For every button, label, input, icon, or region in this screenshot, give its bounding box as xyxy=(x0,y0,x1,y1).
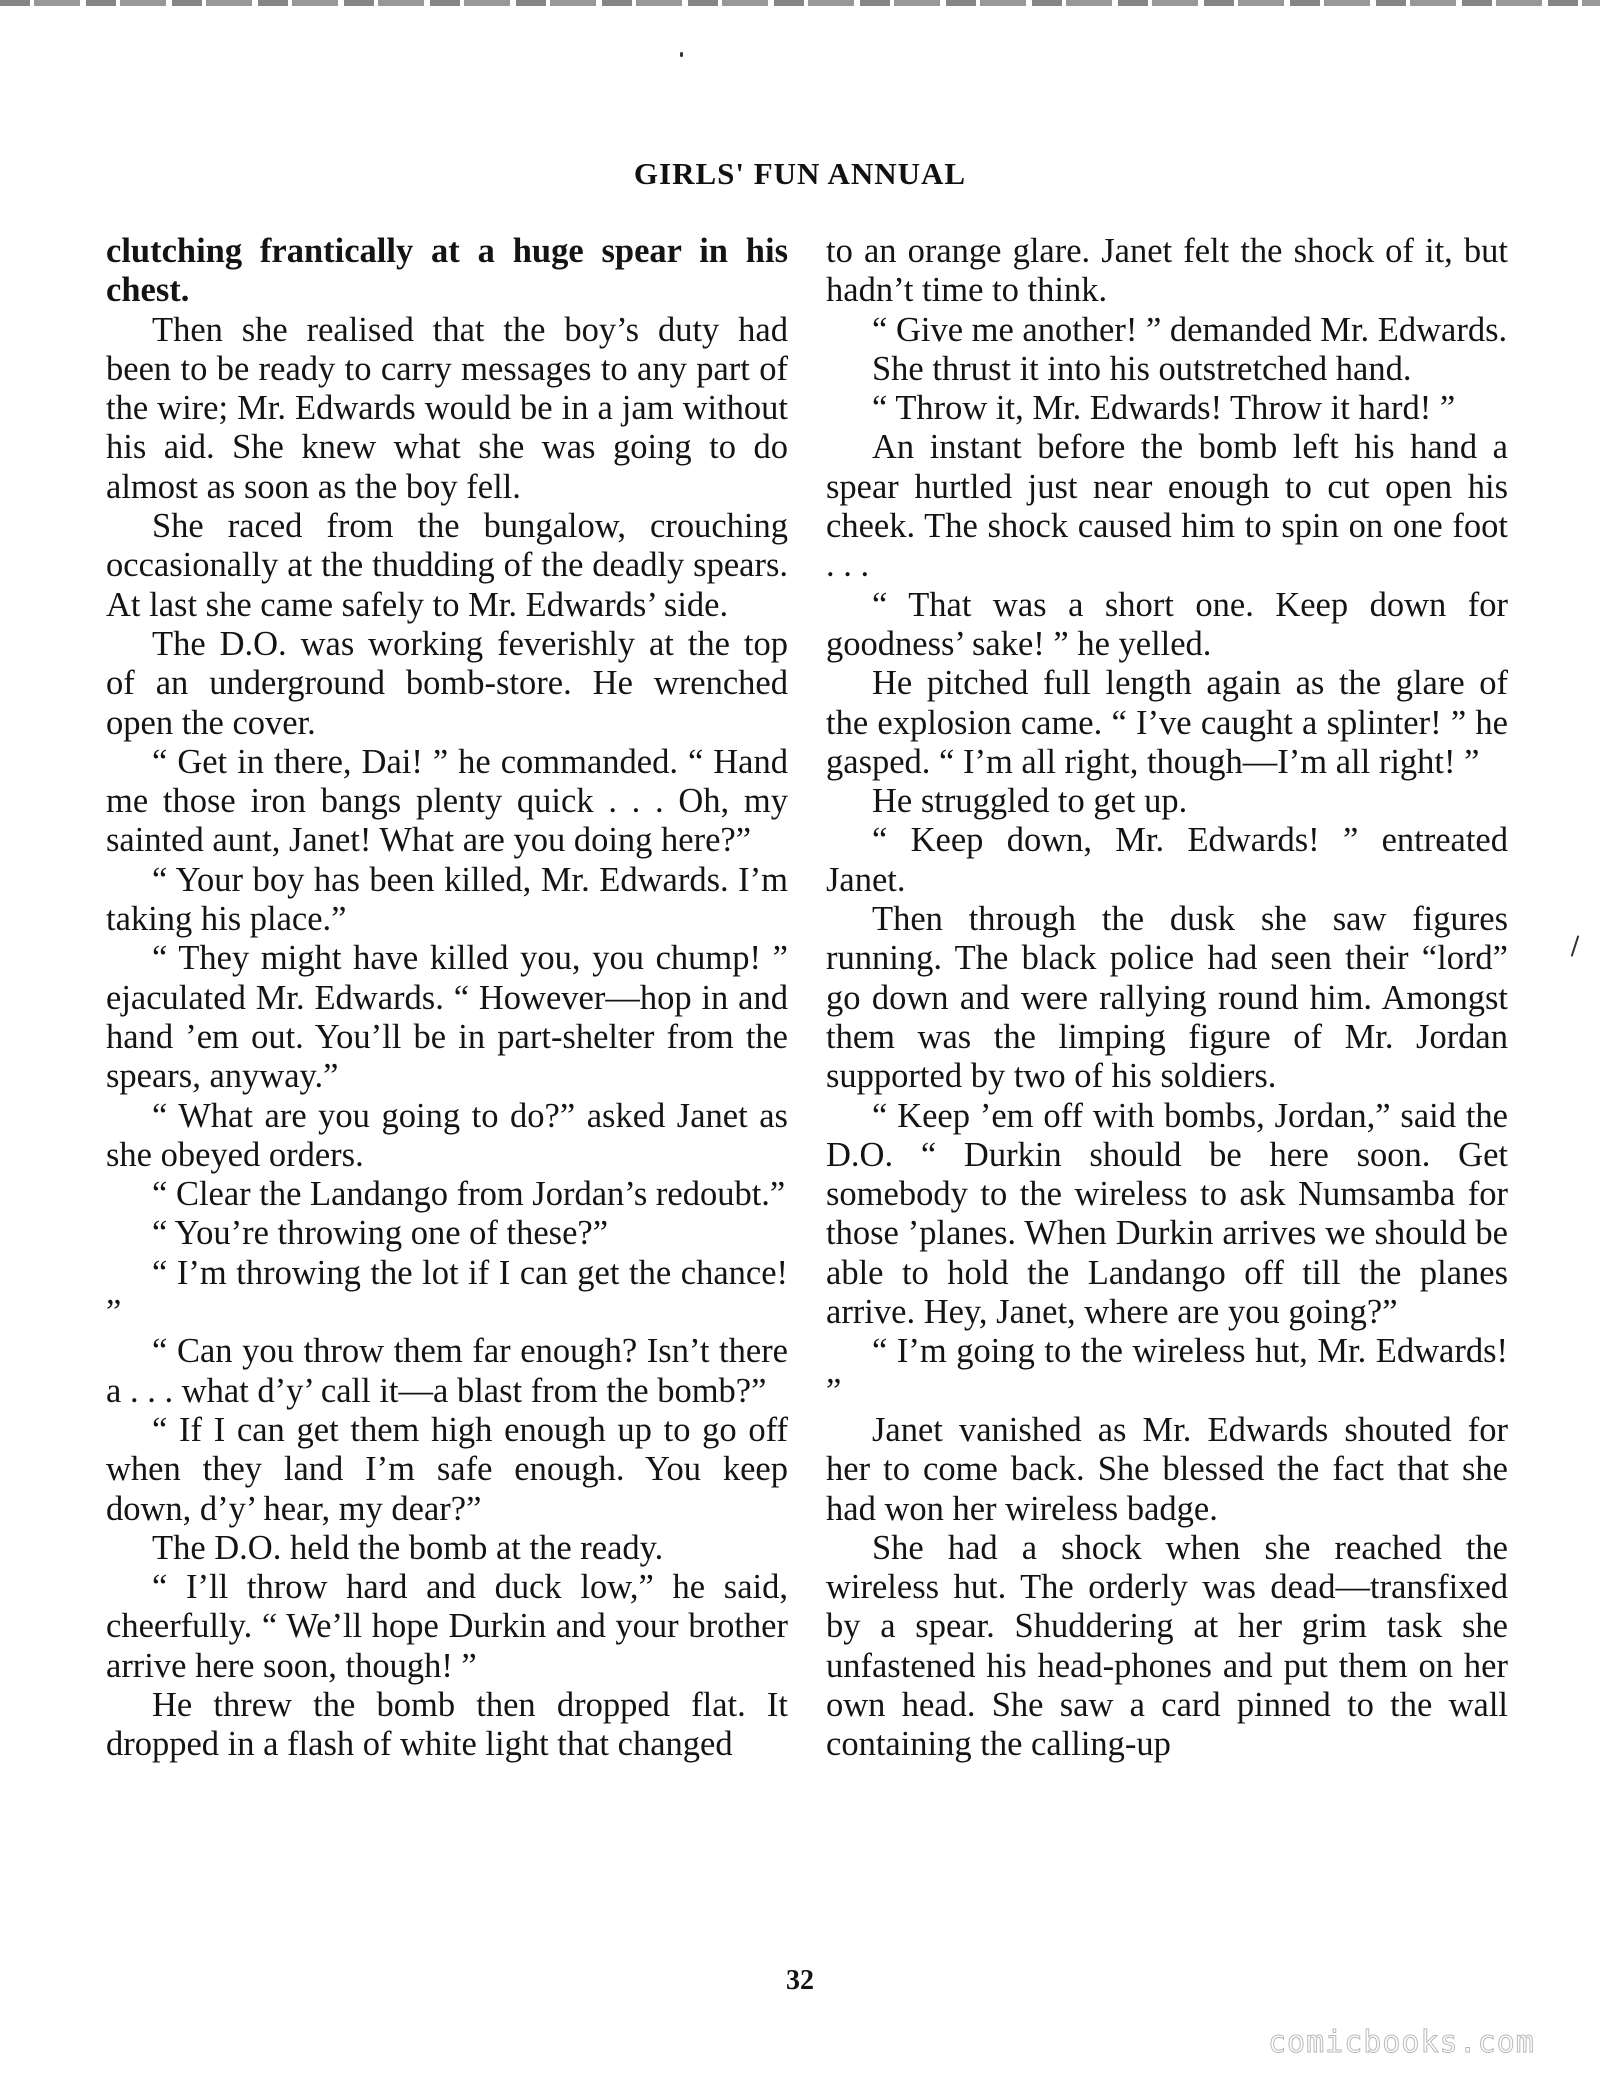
scan-speck xyxy=(1571,935,1580,957)
paragraph: He pitched full length again as the glare of the explosion came. “ I’ve caught a splinter! ” he gasped. “ I’m all right, though—I’m all right! ” xyxy=(826,664,1508,781)
page-number: 32 xyxy=(786,1965,814,1996)
paragraph: She had a shock when she reached the wireless hut. The orderly was dead—transfixed by a spear. Shuddering at her grim task she unfastened his head-phones and put them on her own head. She saw a card pinned to the wall containing the calling-up xyxy=(826,1528,1508,1764)
paragraph: “ Keep ’em off with bombs, Jordan,” said the D.O. “ Durkin should be here soon. Get somebody to the wireless to ask Numsamba for those ’planes. When Durkin arrives we should be able to hold the Landango off till the planes arrive. Hey, Janet, where are you going?” xyxy=(826,1096,1508,1332)
paragraph: “ What are you going to do?” asked Janet as she obeyed orders. xyxy=(106,1096,788,1174)
right-column xyxy=(826,232,1508,1765)
paragraph: She thrust it into his outstretched hand. xyxy=(872,349,1412,388)
paragraph: “ I’m going to the wireless hut, Mr. Edwards! ” xyxy=(826,1332,1508,1410)
paragraph: “ Can you throw them far enough? Isn’t there a . . . what d’y’ call it—a blast from the bomb?” xyxy=(106,1332,788,1410)
paragraph: “ That was a short one. Keep down for goodness’ sake! ” he yelled. xyxy=(826,585,1508,663)
paragraph: The D.O. was working feverishly at the top of an underground bomb-store. He wrenched open the cover. xyxy=(106,624,788,742)
paragraph: to an orange glare. Janet felt the shock of it, but hadn’t time to think. xyxy=(826,232,1508,310)
paragraph: The D.O. held the bomb at the ready. xyxy=(152,1528,664,1567)
paragraph: “ Get in there, Dai! ” he commanded. “ Hand me those iron bangs plenty quick . . . Oh, my sainted aunt, Janet! What are you doing here?” xyxy=(106,742,788,860)
paragraph: “ You’re throwing one of these?” xyxy=(152,1214,609,1253)
paragraph: An instant before the bomb left his hand a spear hurtled just near enough to cut open his cheek. The shock caused him to spin on one foot . . . xyxy=(826,428,1508,585)
paragraph: Janet vanished as Mr. Edwards shouted for her to come back. She blessed the fact that she had won her wireless badge. xyxy=(826,1410,1508,1528)
paragraph: “ Give me another! ” demanded Mr. Edwards. xyxy=(872,310,1508,349)
scan-speck xyxy=(680,52,683,57)
paragraph: “ Throw it, Mr. Edwards! Throw it hard! ” xyxy=(872,389,1456,428)
paragraph: He struggled to get up. xyxy=(872,782,1188,821)
paragraph: She raced from the bungalow, crouching occasionally at the thudding of the deadly spears. At last she came safely to Mr. Edwards’ side. xyxy=(106,507,788,624)
paragraph: Then she realised that the boy’s duty had been to be ready to carry messages to any part of the wire; Mr. Edwards would be in a jam without his aid. She knew what she was going to do almost as soon as the boy fell. xyxy=(106,310,788,506)
paragraph: “ I’m throwing the lot if I can get the chance! ” xyxy=(106,1253,788,1332)
paragraph: “ Keep down, Mr. Edwards! ” entreated Janet. xyxy=(826,821,1508,899)
paragraph: “ Your boy has been killed, Mr. Edwards. I’m taking his place.” xyxy=(106,860,788,939)
paragraph: He threw the bomb then dropped flat. It dropped in a flash of white light that changed xyxy=(106,1685,788,1764)
left-column xyxy=(106,232,788,1765)
paragraph: “ I’ll throw hard and duck low,” he said, cheerfully. “ We’ll hope Durkin and your brother arrive here soon, though! ” xyxy=(106,1568,788,1685)
paragraph: “ If I can get them high enough up to go off when they land I’m safe enough. You keep down, d’y’ hear, my dear?” xyxy=(106,1410,788,1528)
paragraph: Then through the dusk she saw figures running. The black police had seen their “lord” go down and were rallying round him. Amongst them was the limping figure of Mr. Jordan supported by two of his soldiers. xyxy=(826,900,1508,1096)
paragraph: clutching frantically at a huge spear in his chest. xyxy=(106,232,788,310)
paragraph: “ Clear the Landango from Jordan’s redoubt.” xyxy=(152,1175,786,1214)
running-head: GIRLS' FUN ANNUAL xyxy=(633,156,967,191)
scan-top-edge xyxy=(0,0,1600,6)
watermark: comicbooks.com xyxy=(1268,2025,1535,2060)
paragraph: “ They might have killed you, you chump! ” ejaculated Mr. Edwards. “ However—hop in and hand ’em out. You’ll be in part-shelter from the spears, anyway.” xyxy=(106,939,788,1096)
